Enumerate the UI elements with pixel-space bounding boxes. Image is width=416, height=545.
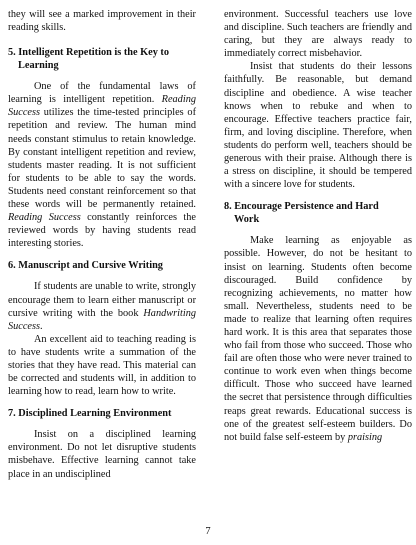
heading-disciplined-environment: 7. Disciplined Learning Environment xyxy=(8,408,172,420)
heading-persistence-hard-work xyxy=(224,200,412,226)
text-run: Make learning as enjoyable as possible. However, do not be hesitant to insist on learning. Students often become discouraged. Build confidence by recognizing achievements, no matter how small. Nevertheless, students need to be made to realize that learning often requires hard work. It is this area that separates those who fail from those who succeed. Those who fail are often those who were never trained to continue to work even when things become difficult. Those who succeed have learned the secret that persistence through difficulties reaps great rewards. Educational success is one of the greatest self-esteem builders. Do not build false self-esteem by xyxy=(224,235,412,443)
left-paragraph-continued: they will see a marked improvement in their reading skills. xyxy=(8,9,196,34)
heading-line: Learning xyxy=(18,60,59,72)
page-number: 7 xyxy=(205,526,211,537)
paragraph-faithful-lessons: Insist that students do their lessons faithfully. Be reasonable, but demand discipline and obedience. A wise teacher knows when to rebuke and when to encourage. Effective teachers practice fair, firm, and loving discipline. Therefore, when students do perform well, teachers should be generous with their praise. Although there is a stress on discipline, it should be tempered with a sincere love for students. xyxy=(224,61,412,191)
book-title: Handwriting Success xyxy=(8,307,196,332)
emphasized-word: praising xyxy=(347,431,383,443)
text-run: . xyxy=(40,320,43,332)
right-column xyxy=(224,8,412,444)
heading-line: Work xyxy=(234,214,260,226)
heading-manuscript-cursive: 6. Manuscript and Cursive Writing xyxy=(8,260,163,272)
text-run: constantly reinforces the reviewed words by having students read interesting stories. xyxy=(8,212,196,250)
paragraph-discipline: Insist on a disciplined learning environment. Do not let disruptive students misbehave. Effective learning cannot take place in an undisciplined xyxy=(8,429,196,480)
heading-line: 8. Encourage Persistence and Hard xyxy=(224,201,379,213)
text-run: One of the fundamental laws of learning is intelligent repetition. xyxy=(8,81,196,106)
heading-line: 5. Intelligent Repetition is the Key to xyxy=(8,47,170,59)
right-paragraph-continued: environment. Successful teachers use love and discipline. Such teachers are friendly and caring, but they are always ready to immediately correct misbehavior. xyxy=(224,9,412,60)
paragraph-summation: An excellent aid to teaching reading is to have students write a summation of the stories that they have read. This material can be corrected and students will, in addition to learning how to read, learn how to write. xyxy=(8,333,196,398)
book-title: Reading Success xyxy=(8,94,196,119)
paragraph-writing xyxy=(8,280,196,332)
paragraph-enjoyable-learning xyxy=(224,234,412,444)
heading-intelligent-repetition xyxy=(8,46,196,72)
paragraph-repetition xyxy=(8,80,196,250)
text-run: If students are unable to write, strongly encourage them to learn either manuscript or cursive writing with the book xyxy=(8,281,196,319)
left-column xyxy=(8,8,196,481)
book-title: Reading Success xyxy=(8,212,81,224)
text-run: utilizes the time-tested principles of repetition and review. The human mind needs constant stimulus to retain knowledge. By constant intelligent repetition and review, students master reading. It is not sufficient for students to be able to say the words. Students need constant reinforcement so that these words will be permanently retained. xyxy=(8,107,196,211)
